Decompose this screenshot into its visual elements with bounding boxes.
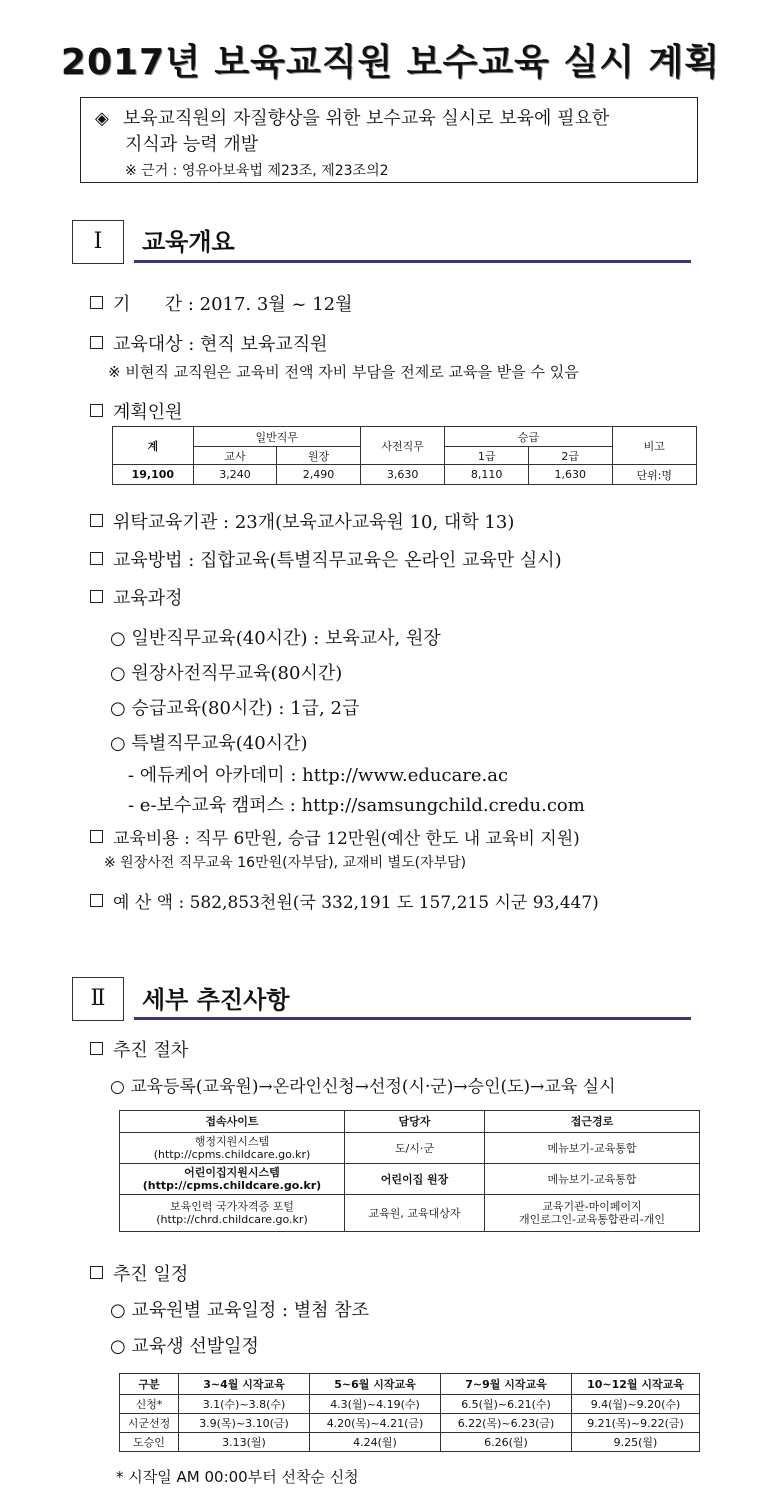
footnote: * 시작일 AM 00:00부터 선착순 신청	[116, 1468, 359, 1486]
target-item: 교육대상 : 현직 보육교직원	[90, 330, 328, 356]
table-header: 일반직무	[193, 427, 360, 447]
table-header: 담당자	[345, 1111, 485, 1133]
section1-underline	[134, 260, 691, 263]
page-title: 2017년 보육교직원 보수교육 실시 계획	[60, 42, 721, 83]
section2-underline	[134, 1017, 691, 1020]
table-cell: 3.9(목)~3.10(금)	[179, 1414, 310, 1433]
table-cell: 9.21(목)~9.22(금)	[572, 1414, 700, 1433]
planned-item: 계획인원	[90, 398, 183, 424]
schedule-item: 추진 일정	[90, 1260, 188, 1286]
table-header: 사전직무	[360, 427, 445, 465]
table-cell: 교육기관-마이페이지 개인로그인-교육통합관리-개인	[485, 1195, 700, 1232]
course-director-pre: ○ 원장사전직무교육(80시간)	[110, 663, 343, 684]
table-cell: 3,240	[193, 465, 277, 485]
budget-item: 예 산 액 : 582,853천원(국 332,191 도 157,215 시군 93,447)	[90, 888, 599, 913]
checkbox-icon	[90, 1042, 103, 1055]
table-cell: 메뉴보기-교육통합	[485, 1164, 700, 1195]
procedure-item: 추진 절차	[90, 1036, 188, 1062]
goal-legal-basis: ※ 근거 : 영유아보육법 제23조, 제23조의2	[125, 163, 389, 179]
table-header: 7~9월 시작교육	[441, 1374, 572, 1395]
table-row	[120, 1433, 700, 1452]
table-cell: 2,490	[277, 465, 361, 485]
table-row	[120, 1164, 700, 1195]
table-cell: 행정지원시스템 (http://cpms.childcare.go.kr)	[120, 1133, 345, 1164]
table-cell: 어린이집지원시스템 (http://cpms.childcare.go.kr)	[120, 1164, 345, 1195]
table-cell: 19,100	[113, 465, 194, 485]
table-header: 교사	[193, 447, 277, 465]
goal-text-line1: ◈ 보육교직원의 자질향상을 위한 보수교육 실시로 보육에 필요한	[95, 108, 610, 129]
table-cell: 4.20(목)~4.21(금)	[310, 1414, 441, 1433]
table-cell: 교육원, 교육대상자	[345, 1195, 485, 1232]
table-cell: 9.4(월)~9.20(수)	[572, 1395, 700, 1414]
procedure-flow: ○ 교육등록(교육원)→온라인신청→선정(시·군)→승인(도)→교육 실시	[110, 1077, 616, 1097]
institutions-item: 위탁교육기관 : 23개(보육교사교육원 10, 대학 13)	[90, 508, 514, 534]
target-note: ※ 비현직 교직원은 교육비 전액 자비 부담을 전제로 교육을 받을 수 있음	[108, 363, 579, 381]
table-cell: 어린이집 원장	[345, 1164, 485, 1195]
table-cell: 9.25(월)	[572, 1433, 700, 1452]
table-row	[120, 1414, 700, 1433]
courses-item: 교육과정	[90, 584, 183, 610]
table-cell: 도/시·군	[345, 1133, 485, 1164]
section1-numeral: Ⅰ	[72, 220, 124, 264]
online-campus: - e-보수교육 캠퍼스 : http://samsungchild.credu.com	[128, 795, 585, 816]
cost-note: ※ 원장사전 직무교육 16만원(자부담), 교재비 별도(자부담)	[104, 855, 467, 871]
table-cell: 4.24(월)	[310, 1433, 441, 1452]
schedule-selection: ○ 교육생 선발일정	[110, 1336, 259, 1357]
section2-numeral: Ⅱ	[72, 977, 124, 1021]
table-header: 구분	[120, 1374, 179, 1395]
goal-text-line2: 지식과 능력 개발	[125, 134, 259, 155]
course-promotion: ○ 승급교육(80시간) : 1급, 2급	[110, 698, 360, 719]
table-cell: 보육인력 국가자격증 포털 (http://chrd.childcare.go.kr)	[120, 1195, 345, 1232]
course-special: ○ 특별직무교육(40시간)	[110, 733, 308, 754]
table-cell: 6.22(목)~6.23(금)	[441, 1414, 572, 1433]
table-cell: 3,630	[360, 465, 445, 485]
table-header: 승급	[445, 427, 612, 447]
checkbox-icon	[90, 590, 103, 603]
table-cell: 6.5(월)~6.21(수)	[441, 1395, 572, 1414]
course-general: ○ 일반직무교육(40시간) : 보육교사, 원장	[110, 628, 441, 649]
schedule-by-institution: ○ 교육원별 교육일정 : 별첨 참조	[110, 1300, 370, 1321]
table-cell: 단위:명	[612, 465, 697, 485]
checkbox-icon	[90, 1266, 103, 1279]
table-header: 2급	[528, 447, 612, 465]
table-header: 비고	[612, 427, 697, 465]
table-header: 계	[113, 427, 194, 465]
checkbox-icon	[90, 296, 103, 309]
table-header: 10~12월 시작교육	[572, 1374, 700, 1395]
table-cell: 3.13(월)	[179, 1433, 310, 1452]
table-cell: 8,110	[445, 465, 529, 485]
checkbox-icon	[90, 404, 103, 417]
checkbox-icon	[90, 830, 103, 843]
section2-title: 세부 추진사항	[142, 986, 290, 1014]
table-row	[120, 1133, 700, 1164]
table-header: 1급	[445, 447, 529, 465]
table-header: 접속사이트	[120, 1111, 345, 1133]
table-header: 5~6월 시작교육	[310, 1374, 441, 1395]
table-row	[120, 1195, 700, 1232]
table-cell: 1,630	[528, 465, 612, 485]
period-item: 기 간 : 2017. 3월 ~ 12월	[90, 290, 353, 316]
cost-item: 교육비용 : 직무 6만원, 승급 12만원(예산 한도 내 교육비 지원)	[90, 824, 580, 849]
checkbox-icon	[90, 336, 103, 349]
checkbox-icon	[90, 514, 103, 527]
table-cell: 6.26(월)	[441, 1433, 572, 1452]
table-row	[120, 1395, 700, 1414]
table-cell: 시군선정	[120, 1414, 179, 1433]
table-row	[113, 465, 697, 485]
table-cell: 신청*	[120, 1395, 179, 1414]
checkbox-icon	[90, 552, 103, 565]
table-cell: 메뉴보기-교육통합	[485, 1133, 700, 1164]
table-header: 접근경로	[485, 1111, 700, 1133]
table-cell: 도승인	[120, 1433, 179, 1452]
table-header: 3~4월 시작교육	[179, 1374, 310, 1395]
checkbox-icon	[90, 894, 103, 907]
method-item: 교육방법 : 집합교육(특별직무교육은 온라인 교육만 실시)	[90, 546, 562, 572]
table-header: 원장	[277, 447, 361, 465]
diamond-bullet-icon: ◈	[95, 108, 109, 129]
access-site-table	[119, 1110, 700, 1232]
planned-personnel-table	[112, 426, 697, 485]
table-cell: 3.1(수)~3.8(수)	[179, 1395, 310, 1414]
selection-schedule-table	[119, 1373, 700, 1452]
online-educare: - 에듀케어 아카데미 : http://www.educare.ac	[128, 765, 509, 786]
section1-title: 교육개요	[142, 228, 235, 256]
table-cell: 4.3(월)~4.19(수)	[310, 1395, 441, 1414]
